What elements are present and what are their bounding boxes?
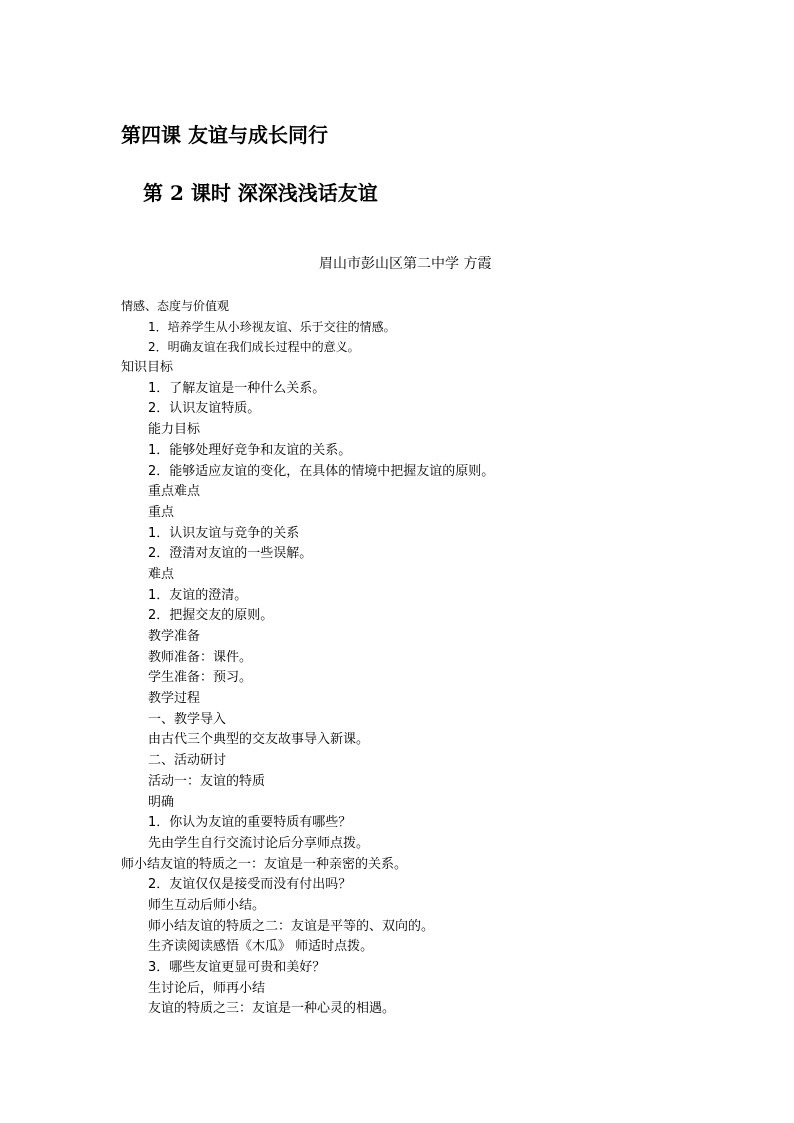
list-item: 2．澄清对友谊的一些误解。 — [148, 546, 313, 562]
list-item: 1．认识友谊与竞争的关系 — [148, 525, 300, 541]
list-item: 1．能够处理好竞争和友谊的关系。 — [148, 442, 352, 458]
question-item: 2．友谊仅仅是接受而没有付出吗？ — [148, 877, 352, 893]
paragraph: 友谊的特质之三：友谊是一种心灵的相遇。 — [148, 1001, 396, 1017]
paragraph: 生齐读阅读感悟《木瓜》 师适时点拨。 — [148, 939, 374, 955]
subheading-difficulty: 难点 — [148, 566, 175, 582]
list-item: 2．能够适应友谊的变化，在具体的情境中把握友谊的原则。 — [148, 463, 495, 479]
paragraph: 师小结友谊的特质之二：友谊是平等的、双向的。 — [148, 918, 435, 934]
question-item: 1．你认为友谊的重要特质有哪些？ — [148, 815, 352, 831]
paragraph: 师小结友谊的特质之一：友谊是一种亲密的关系。 — [121, 856, 408, 872]
section-activity: 二、活动研讨 — [148, 753, 227, 769]
activity-title: 活动一：友谊的特质 — [148, 773, 266, 789]
list-item: 1．了解友谊是一种什么关系。 — [148, 380, 326, 396]
heading-ability: 能力目标 — [148, 422, 201, 438]
heading-preparation: 教学准备 — [148, 629, 201, 644]
list-item: 1．友谊的澄清。 — [148, 587, 248, 603]
paragraph: 由古代三个典型的交友故事导入新课。 — [148, 732, 370, 748]
list-item: 2．认识友谊特质。 — [148, 401, 261, 417]
list-item: 2．把握交友的原则。 — [148, 608, 274, 624]
lesson-body — [0, 296, 794, 1020]
question-item: 3．哪些友谊更显可贵和美好？ — [148, 960, 326, 975]
list-item: 学生准备：预习。 — [148, 670, 253, 686]
heading-key-points: 重点难点 — [148, 484, 201, 500]
paragraph: 生讨论后，师再小结 — [148, 980, 266, 996]
paragraph: 师生互动后师小结。 — [148, 897, 266, 913]
subheading-focus: 重点 — [148, 504, 175, 520]
heading-attitude: 情感、态度与价值观 — [121, 299, 230, 313]
paragraph: 明确 — [148, 794, 175, 810]
list-item: 教师准备：课件。 — [148, 649, 253, 665]
heading-knowledge: 知识目标 — [121, 360, 174, 376]
lesson-subtitle: 第 2 课时 深深浅浅话友谊 — [143, 181, 378, 205]
author-line: 眉山市彭山区第二中学 方霞 — [319, 256, 492, 272]
lesson-title: 第四课 友谊与成长同行 — [121, 123, 328, 147]
list-item: 1．培养学生从小珍视友谊、乐于交往的情感。 — [148, 319, 396, 334]
section-intro: 一、教学导入 — [148, 711, 227, 727]
paragraph: 先由学生自行交流讨论后分享师点拨。 — [148, 835, 370, 851]
heading-process: 教学过程 — [148, 691, 201, 707]
list-item: 2．明确友谊在我们成长过程中的意义。 — [148, 340, 360, 355]
